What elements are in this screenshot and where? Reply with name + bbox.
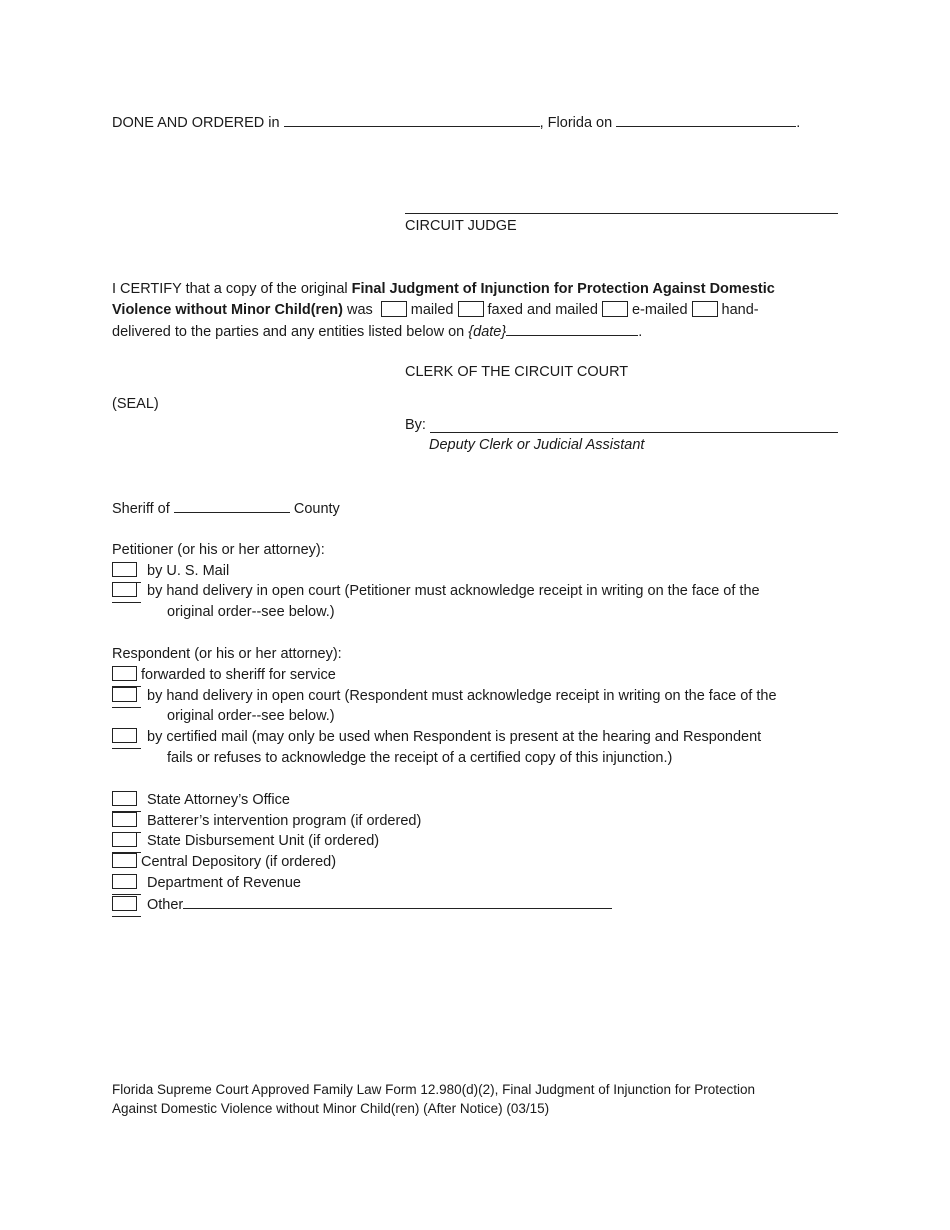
option-label: by certified mail (may only be used when Respondent is present at the hearing and Respondent <box>147 729 762 745</box>
entity-state-attorney: State Attorney’s Office <box>112 790 290 812</box>
hand-delivered-checkbox[interactable] <box>692 301 718 317</box>
footer-line-1: Florida Supreme Court Approved Family Law Form 12.980(d)(2), Final Judgment of Injunction for Protection <box>112 1082 756 1097</box>
respondent-certified-continuation: fails or refuses to acknowledge the receipt of a certified copy of this injunction.) <box>167 750 673 766</box>
period: . <box>796 115 801 131</box>
respondent-option-certified <box>112 727 761 749</box>
done-ordered-label: DONE AND ORDERED in <box>112 115 280 131</box>
option-label: by U. S. Mail <box>147 563 230 579</box>
entity-other: Other <box>112 894 612 917</box>
respondent-certified-checkbox[interactable] <box>112 727 141 749</box>
option-label: forwarded to sheriff for service <box>141 667 336 683</box>
footer-line-2: Against Domestic Violence without Minor Child(ren) (After Notice) (03/15) <box>112 1101 550 1116</box>
certify-line-3 <box>112 321 642 342</box>
batterers-program-checkbox[interactable] <box>112 811 141 833</box>
sheriff-line <box>112 498 340 519</box>
petitioner-hand-checkbox[interactable] <box>112 581 141 603</box>
seal-label: (SEAL) <box>112 396 159 412</box>
date-placeholder: {date} <box>468 324 507 340</box>
period: . <box>638 324 643 340</box>
other-checkbox[interactable] <box>112 895 141 917</box>
respondent-hand-checkbox[interactable] <box>112 686 141 708</box>
option-label: by hand delivery in open court (Petitioner must acknowledge receipt in writing on the face of the <box>147 583 760 599</box>
circuit-judge-label: CIRCUIT JUDGE <box>405 218 517 234</box>
sheriff-county-field[interactable] <box>174 498 290 513</box>
judgment-title-part1: Final Judgment of Injunction for Protection Against Domestic <box>351 281 775 297</box>
respondent-hand-continuation: original order--see below.) <box>167 708 335 724</box>
by-label: By: <box>405 417 426 433</box>
sheriff-label: Sheriff of <box>112 501 170 517</box>
done-ordered-line <box>112 112 800 133</box>
petitioner-heading: Petitioner (or his or her attorney): <box>112 542 325 558</box>
other-field[interactable] <box>183 894 612 909</box>
entity-disbursement-unit: State Disbursement Unit (if ordered) <box>112 831 379 853</box>
delivered-text: delivered to the parties and any entities listed below on <box>112 324 469 340</box>
mailed-checkbox[interactable] <box>381 301 407 317</box>
certify-line-2 <box>112 300 759 320</box>
entity-central-depository: Central Depository (if ordered) <box>112 852 336 872</box>
judge-signature-line[interactable] <box>405 213 838 214</box>
certify-line-1 <box>112 279 775 299</box>
disbursement-unit-checkbox[interactable] <box>112 831 141 853</box>
respondent-heading: Respondent (or his or her attorney): <box>112 646 342 662</box>
florida-on-label: , Florida on <box>539 115 613 131</box>
clerk-title: CLERK OF THE CIRCUIT COURT <box>405 364 629 380</box>
option-label: by hand delivery in open court (Respondent must acknowledge receipt in writing on the face of the <box>147 688 777 704</box>
certify-date-field[interactable] <box>506 321 638 336</box>
petitioner-option-hand <box>112 581 760 603</box>
faxed-checkbox[interactable] <box>458 301 484 317</box>
petitioner-mail-checkbox[interactable] <box>112 561 141 583</box>
county-label: County <box>293 501 340 517</box>
petitioner-option-mail <box>112 561 229 583</box>
judgment-title-part2: Violence without Minor Child(ren) <box>112 302 343 318</box>
order-date-field[interactable] <box>616 112 796 127</box>
certify-text: I CERTIFY that a copy of the original <box>112 281 352 297</box>
clerk-signature-line[interactable] <box>430 432 838 433</box>
emailed-label: e-mailed <box>631 302 688 318</box>
respondent-option-sheriff <box>112 665 336 687</box>
department-revenue-checkbox[interactable] <box>112 873 141 895</box>
central-depository-checkbox[interactable] <box>112 853 137 868</box>
respondent-sheriff-checkbox[interactable] <box>112 665 141 687</box>
faxed-label: faxed and mailed <box>487 302 598 318</box>
county-location-field[interactable] <box>284 112 540 127</box>
petitioner-hand-continuation: original order--see below.) <box>167 604 335 620</box>
mailed-label: mailed <box>410 302 454 318</box>
entity-batterers-program: Batterer’s intervention program (if ordered) <box>112 811 421 833</box>
state-attorney-checkbox[interactable] <box>112 790 141 812</box>
emailed-checkbox[interactable] <box>602 301 628 317</box>
respondent-option-hand <box>112 686 777 708</box>
hand-label: hand- <box>721 302 759 318</box>
was-text: was <box>342 302 377 318</box>
deputy-clerk-label: Deputy Clerk or Judicial Assistant <box>429 437 645 453</box>
entity-department-revenue: Department of Revenue <box>112 873 301 895</box>
